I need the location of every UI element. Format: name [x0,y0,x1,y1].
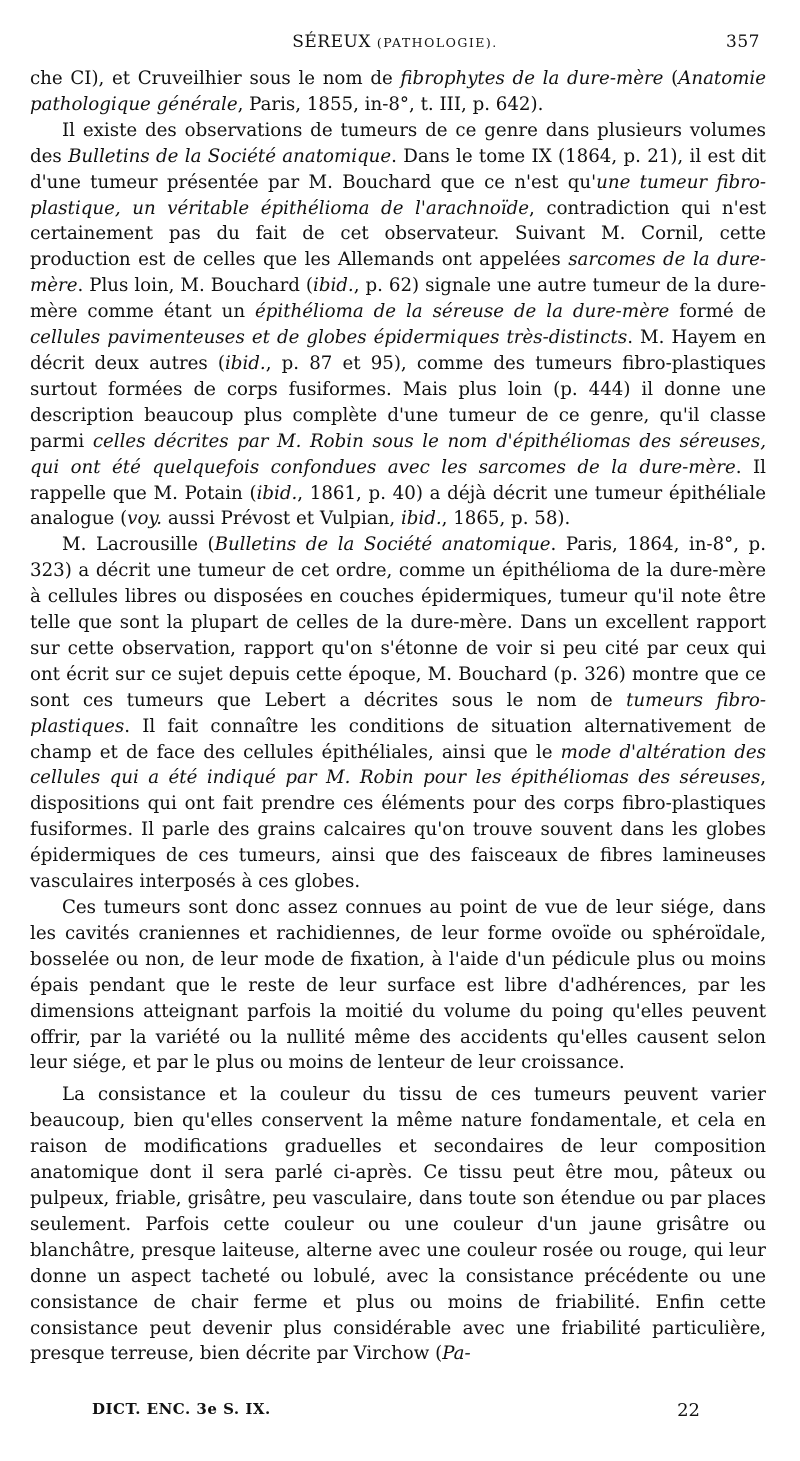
italic-text: sarcomes de la dure-mère [30,249,766,297]
text-run: La consistance et la couleur du tissu de ces tumeurs peuvent varier beaucoup, bien qu'elles conservent la même nature fondamentale, et cela en raison de modifications graduelles et secondaires de leur composition anatomique dont il sera parlé ci-après. Ce tissu peut être mou, pâteux ou pulpeux, friable, grisâtre, peu vasculaire, dans toute son étendue ou par places seulement. Parfois cette couleur ou une couleur d'un jaune grisâtre ou blanchâtre, presque laiteuse, alterne avec une couleur rosée ou rouge, qui leur donne un aspect tacheté ou lobulé, avec la consistance précédente ou une consistance de chair ferme et plus ou moins de friabilité. Enfin cette consistance peut devenir plus considérable avec une friabilité particulière, presque terreuse, bien décrite par Virchow ( [30,1084,766,1365]
italic-text: fibrophytes de la dure-mère [400,68,664,89]
text-run: , 1865, p. 58). [441,508,571,530]
paragraph [30,66,766,118]
text-run: , dispositions qui ont fait prendre ces éléments pour des corps fibro-plastiques fusiformes. Il parle des grains calcaires qu'on trouve souvent dans les globes épidermiques de ces tumeurs, ainsi que des faisceaux de fibres lamineuses vasculaires interposés à ces globes. [30,767,766,893]
text-run: , p. 62) signale une autre tumeur de la dure-mère comme étant un [30,275,766,323]
paragraph [30,895,766,1076]
text-run: , Paris, 1855, in-8°, t. III, p. 642). [237,93,544,115]
running-title-main: SÉREUX [292,32,371,52]
page-footer [92,1400,700,1424]
text-run: , contradiction qui n'est certainement pas du fait de cet observateur. Suivant M. Cornil, cette production est de celles que les Allemands ont appelées [30,197,766,271]
text-run: ( [663,68,679,89]
text-run: . Il rappelle que M. Potain ( [30,456,766,504]
italic-text: Bulletins de la Société anatomique [214,534,551,556]
text-run: che CI), et Cruveilhier sous le nom de [30,68,401,89]
text-run: formé de [669,301,766,323]
italic-text: ibid. [224,352,266,374]
italic-text: voy. [127,508,163,530]
text-run: . Plus loin, M. Bouchard ( [77,275,313,297]
italic-text: tumeurs fibro-plastiques [30,689,766,737]
text-run: . Paris, 1864, in-8°, p. 323) a décrit une tumeur de cet ordre, comme un épithélioma de la dure-mère à cellules libres ou disposées en couches épidermiques, tumeur qu'il note être telle que sont la plupart de celles de la dure-mère. Dans un excellent rapport sur cette observation, rapport qu'on s'étonne de voir si peu cité par ceux qui ont écrit sur ce sujet depuis cette époque, M. Bouchard (p. 326) montre que ce sont ces tumeurs que Lebert a décrites sous le nom de [30,534,766,711]
text-run: , p. 87 et 95), comme des tumeurs fibro-plastiques surtout formées de corps fusiformes. Mais plus loin (p. 444) il donne une description beaucoup plus complète d'une tumeur de ce genre, qu'il classe parmi [30,352,766,452]
italic-text: ibid. [256,482,298,504]
italic-text: ibid. [313,275,354,297]
sheet-number: 22 [677,1400,700,1421]
italic-text: Bulletins de la Société anatomique [68,145,392,167]
text-run: Il existe des observations de tumeurs de ce genre dans plusieurs volumes des [30,119,766,167]
text-run: . Il fait connaître les conditions de situation alternativement de champ et de face des cellules épithéliales, ainsi que le [30,715,766,763]
running-title-sub: (PATHOLOGIE). [376,35,498,50]
text-run: M. Lacrousille ( [62,534,215,556]
text-run: , 1861, p. 40) a déjà décrit une tumeur épithéliale analogue ( [30,482,767,530]
italic-text: mode d'altération des cellules qui a été indiqué par M. Robin pour les épithéliomas des séreuses [30,741,766,789]
signature-mark: DICT. ENC. 3e S. IX. [92,1400,271,1418]
italic-text: Anatomie pathologique générale [30,68,767,115]
body-text [30,66,766,1367]
running-title [30,32,760,52]
paragraph [30,1082,766,1367]
text-run: aussi Prévost et Vulpian, [162,508,401,530]
running-header [30,32,760,58]
text-run: Ces tumeurs sont donc assez connues au point de vue de leur siége, dans les cavités craniennes et rachidiennes, de leur forme ovoïde ou sphéroïdale, bosselée ou non, de leur mode de fixation, à l'aide d'un pédicule plus ou moins épais pendant que le reste de leur surface est libre d'adhérences, par les dimensions atteignant parfois la moitié du volume du poing qu'elles peuvent offrir, par la variété ou la nullité même des accidents qu'elles causent selon leur siége, et par le plus ou moins de lenteur de leur croissance. [30,897,766,1074]
text-run: . M. Hayem en décrit deux autres ( [30,327,766,374]
italic-text: une tumeur fibro-plastique, un véritable épithélioma de l'arachnoïde [30,171,766,219]
italic-text: ibid. [400,508,442,530]
paragraph [30,532,766,895]
italic-text: cellules pavimenteuses et de globes épidermiques très-distincts [30,327,628,349]
italic-text: Pa- [442,1343,471,1365]
page-number: 357 [726,32,760,52]
italic-text: celles décrites par M. Robin sous le nom d'épithéliomas des séreuses, qui ont été quelquefois confondues avec les sarcomes de la dure-mère [30,430,766,478]
italic-text: épithélioma de la séreuse de la dure-mère [255,301,670,323]
paragraph [30,118,766,533]
text-run: . Dans le tome IX (1864, p. 21), il est dit d'une tumeur présentée par M. Bouchard que ce n'est qu' [30,145,766,193]
